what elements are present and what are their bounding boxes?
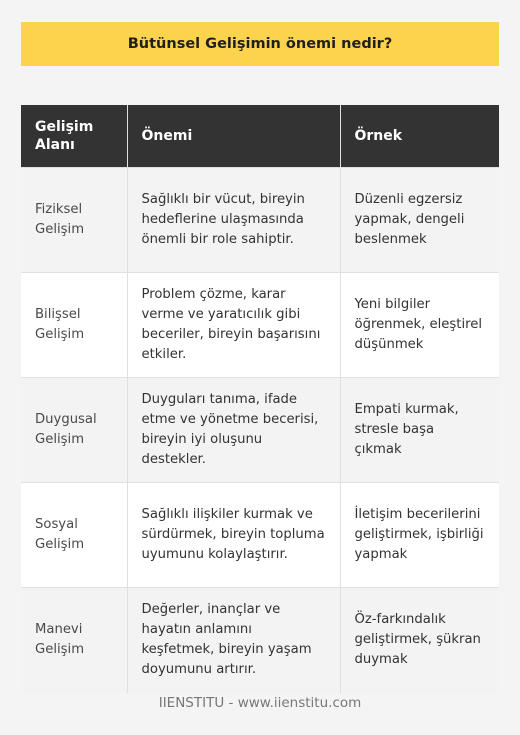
header-example: Örnek bbox=[340, 105, 499, 168]
header-area: Gelişim Alanı bbox=[21, 105, 127, 168]
footer-credit: IIENSTITU - www.iienstitu.com bbox=[158, 695, 362, 711]
cell-example: Düzenli egzersiz yapmak, dengeli beslenmek bbox=[340, 168, 499, 273]
table-row bbox=[21, 588, 499, 693]
cell-area: Manevi Gelişim bbox=[21, 588, 127, 693]
title-banner bbox=[21, 22, 499, 66]
header-importance: Önemi bbox=[127, 105, 340, 168]
cell-area: Sosyal Gelişim bbox=[21, 483, 127, 588]
cell-importance: Değerler, inançlar ve hayatın anlamını keşfetmek, bireyin yaşam doyumunu artırır. bbox=[127, 588, 340, 693]
cell-area: Fiziksel Gelişim bbox=[21, 168, 127, 273]
table-row bbox=[21, 168, 499, 273]
cell-example: Empati kurmak, stresle başa çıkmak bbox=[340, 378, 499, 483]
cell-importance: Sağlıklı ilişkiler kurmak ve sürdürmek, bireyin topluma uyumunu kolaylaştırır. bbox=[127, 483, 340, 588]
cell-example: Yeni bilgiler öğrenmek, eleştirel düşünmek bbox=[340, 273, 499, 378]
table-header-row bbox=[21, 105, 499, 168]
cell-area: Duygusal Gelişim bbox=[21, 378, 127, 483]
development-table bbox=[21, 105, 499, 693]
cell-importance: Problem çözme, karar verme ve yaratıcılık gibi beceriler, bireyin başarısını etkiler. bbox=[127, 273, 340, 378]
cell-area: Bilişsel Gelişim bbox=[21, 273, 127, 378]
table-row bbox=[21, 378, 499, 483]
cell-importance: Sağlıklı bir vücut, bireyin hedeflerine ulaşmasında önemli bir role sahiptir. bbox=[127, 168, 340, 273]
cell-example: İletişim becerilerini geliştirmek, işbirliği yapmak bbox=[340, 483, 499, 588]
table-row bbox=[21, 483, 499, 588]
cell-importance: Duyguları tanıma, ifade etme ve yönetme becerisi, bireyin iyi oluşunu destekler. bbox=[127, 378, 340, 483]
table-row bbox=[21, 273, 499, 378]
cell-example: Öz-farkındalık geliştirmek, şükran duymak bbox=[340, 588, 499, 693]
page-title: Bütünsel Gelişimin önemi nedir? bbox=[127, 36, 393, 52]
